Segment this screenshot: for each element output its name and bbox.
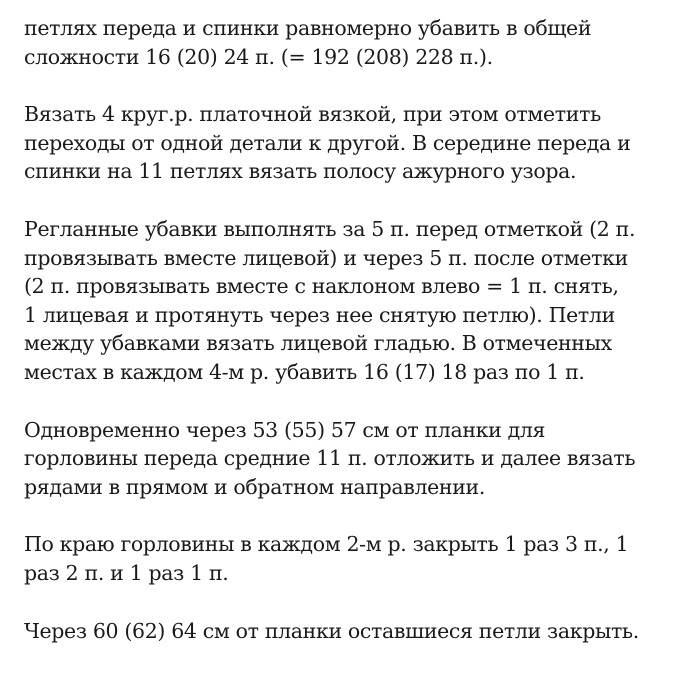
text-line: горловины переда средние 11 п. отложить и далее вязать: [24, 446, 636, 471]
text-line: (2 п. провязывать вместе с наклоном влево = 1 п. снять,: [24, 274, 619, 299]
text-line: переходы от одной детали к другой. В середине переда и: [24, 130, 631, 155]
text-line: петлях переда и спинки равномерно убавить в общей: [24, 16, 592, 40]
paragraph-knit-rounds: [24, 100, 674, 186]
document-text: [24, 14, 674, 674]
text-line: сложности 16 (20) 24 п. (= 192 (208) 228 п.).: [24, 44, 493, 69]
text-line: Вязать 4 круг.р. платочной вязкой, при этом отметить: [24, 102, 601, 127]
text-line: местах в каждом 4-м р. убавить 16 (17) 18 раз по 1 п.: [24, 359, 585, 384]
text-line: спинки на 11 петлях вязать полосу ажурного узора.: [24, 159, 577, 184]
text-line: Одновременно через 53 (55) 57 см от планки для: [24, 417, 546, 442]
text-line: Регланные убавки выполнять за 5 п. перед отметкой (2 п.: [24, 216, 636, 241]
text-line: 1 лицевая и протянуть через нее снятую петлю). Петли: [24, 302, 615, 327]
paragraph-neckline-edge: [24, 530, 674, 587]
text-line: Через 60 (62) 64 см от планки оставшиеся петли закрыть.: [24, 618, 639, 643]
text-line: между убавками вязать лицевой гладью. В отмеченных: [24, 331, 612, 356]
paragraph-decrease-total: [24, 14, 674, 71]
text-line: раз 2 п. и 1 раз 1 п.: [24, 560, 229, 585]
paragraph-raglan-decreases: [24, 215, 674, 387]
paragraph-bind-off: [24, 617, 674, 646]
text-line: рядами в прямом и обратном направлении.: [24, 474, 486, 499]
text-line: По краю горловины в каждом 2-м р. закрыть 1 раз 3 п., 1: [24, 532, 629, 557]
paragraph-front-neckline: [24, 416, 674, 502]
text-line: провязывать вместе лицевой) и через 5 п. после отметки: [24, 245, 628, 270]
